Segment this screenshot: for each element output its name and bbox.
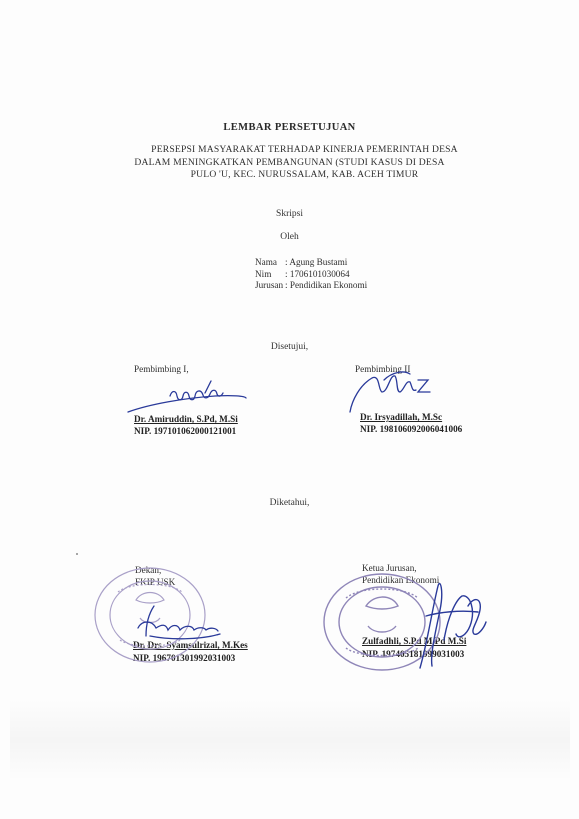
name-value: : Agung Bustami xyxy=(285,257,348,267)
approved-label: Disetujui, xyxy=(270,342,309,352)
supervisor2-signature xyxy=(350,372,430,412)
supervisor2-nip: NIP. 198106092006041006 xyxy=(360,424,463,434)
document-type: Skripsi xyxy=(276,209,303,219)
by-label: Oleh xyxy=(280,232,299,242)
department-head-name: Zulfadhli, S.Pd M.Pd M.Si xyxy=(362,636,467,646)
nim-value: : 1706101030064 xyxy=(285,268,350,279)
supervisor1-nip: NIP. 197101062000121001 xyxy=(134,426,237,436)
dean-faculty: FKIP USK xyxy=(135,577,176,587)
dean-name: Dr. Drs. Syamsulrizal, M.Kes xyxy=(133,640,248,650)
thesis-title-line-3: PULO 'U, KEC. NURUSSALAM, KAB. ACEH TIMUR xyxy=(190,169,419,180)
major-value: : Pendidikan Ekonomi xyxy=(285,280,368,290)
name-label: Nama xyxy=(255,257,277,267)
acknowledged-label: Diketahui, xyxy=(269,498,310,508)
department-head-department: Pendidikan Ekonomi xyxy=(362,575,440,585)
thesis-title-line-1: PERSEPSI MASYARAKAT TERHADAP KINERJA PEMERINTAH DESA xyxy=(151,144,458,155)
supervisor1-signature xyxy=(128,381,246,412)
nim-label: Nim xyxy=(255,268,272,279)
page-heading: LEMBAR PERSETUJUAN xyxy=(223,122,356,133)
dean-signature xyxy=(138,606,220,639)
supervisor1-role: Pembimbing I, xyxy=(134,364,189,374)
department-head-signature xyxy=(420,583,486,668)
department-head-role: Ketua Jurusan, xyxy=(362,563,417,573)
thesis-title-line-2: DALAM MENINGKATKAN PEMBANGUNAN (STUDI KASUS DI DESA xyxy=(134,156,445,168)
department-head-nip: NIP. 197405181999031003 xyxy=(362,649,465,659)
supervisor1-name: Dr. Amiruddin, S.Pd, M.Si xyxy=(134,414,238,424)
major-label: Jurusan xyxy=(255,280,284,290)
supervisor2-name: Dr. Irsyadillah, M.Sc xyxy=(360,412,443,422)
supervisor2-role: Pembimbing II xyxy=(355,364,411,374)
dean-nip: NIP. 196701301992031003 xyxy=(133,653,236,663)
dean-role: Dekan, xyxy=(135,565,162,575)
